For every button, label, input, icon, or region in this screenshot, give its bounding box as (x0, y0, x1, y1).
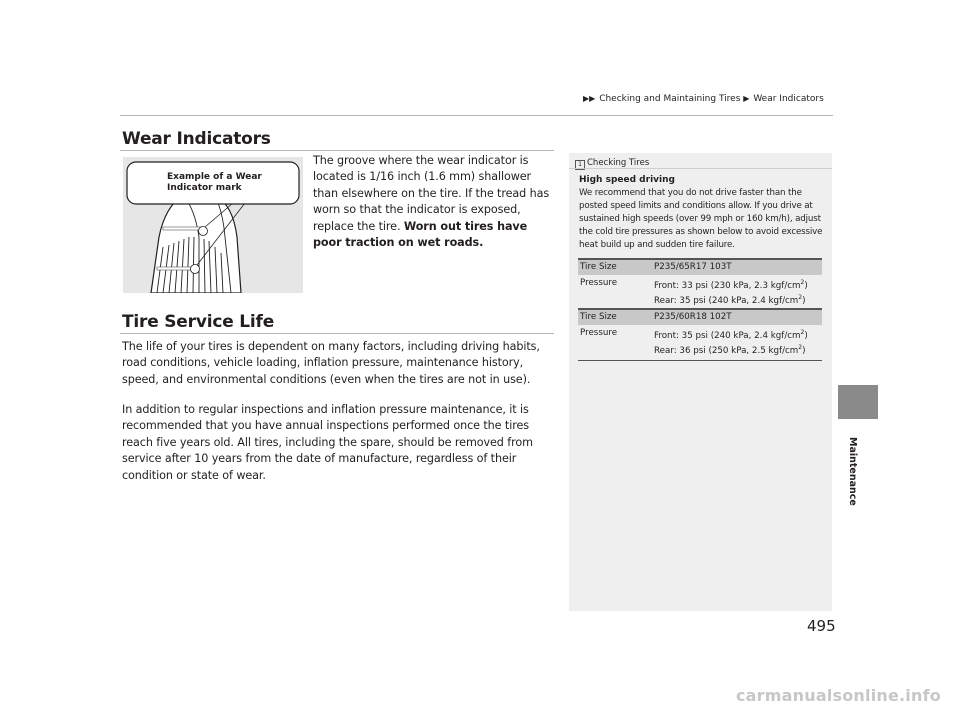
side-note-header: 1 Checking Tires (575, 158, 649, 170)
service-paragraph-2: In addition to regular inspections and inflation pressure maintenance, it is recommended that you have annual inspections performed once the tires reach five years old. All tires, including the spare, should be removed from service after 10 years from the date of manufacture, regardless of their condition or state of wear. (122, 403, 533, 482)
side-note-subheading: High speed driving (579, 175, 675, 185)
spec-header-row: Tire Size P235/65R17 103T (578, 258, 822, 275)
tire-service-life-title: Tire Service Life (122, 312, 275, 332)
wear-description (313, 153, 555, 251)
wear-title-divider (120, 150, 554, 151)
maintenance-chapter-tab[interactable] (838, 385, 878, 419)
side-note-divider (569, 168, 832, 169)
breadcrumb-separator-icon: ▶ (743, 94, 750, 103)
breadcrumb-section[interactable]: Checking and Maintaining Tires (599, 94, 741, 104)
tire-spec-table-2 (578, 308, 822, 361)
service-title-divider (120, 333, 554, 334)
page-number: 495 (807, 617, 836, 635)
side-note-body: We recommend that you do not drive faster than the posted speed limits and conditions allow. If you drive at sustained high speeds (over 99 mph or 160 km/h), adjust the cold tire pressures as shown below to avoid excessive heat build up and sudden tire failure. (579, 188, 823, 251)
spec-pressure-row: Pressure Front: 35 psi (240 kPa, 2.4 kgf/$cm^2$) Rear: 36 psi (250 kPa, 2.5 kgf/$cm^2$) (578, 325, 822, 361)
header-divider (120, 115, 833, 116)
breadcrumb-arrow-icon: ▶▶ (583, 94, 596, 103)
spec-header-row: Tire Size P235/60R18 102T (578, 308, 822, 325)
wear-text: The groove where the wear indicator is located is 1/16 inch (1.6 mm) shallower than elsewhere on the tire. If the tread has worn so that the indicator is exposed, replace the tire. (313, 154, 550, 233)
wear-callout-label: Example of a Wear Indicator mark (167, 172, 262, 193)
breadcrumb-page: Wear Indicators (753, 94, 824, 104)
maintenance-chapter-label: Maintenance (847, 437, 858, 506)
service-paragraph-1: The life of your tires is dependent on many factors, including driving habits, road conditions, vehicle loading, inflation pressure, maintenance history, speed, and environmental conditions (even when the tires are not in use). (122, 340, 540, 386)
wear-indicators-title: Wear Indicators (122, 129, 271, 149)
reference-icon: 1 (575, 160, 585, 170)
footer-watermark: carmanualsonline.info (736, 686, 941, 705)
tire-spec-table-1 (578, 258, 822, 311)
wear-warning: Worn out tires have poor traction on wet roads. (313, 219, 528, 250)
breadcrumb (583, 94, 824, 104)
spec-pressure-row: Pressure Front: 33 psi (230 kPa, 2.3 kgf/$cm^2$) Rear: 35 psi (240 kPa, 2.4 kgf/$cm^2$) (578, 275, 822, 311)
